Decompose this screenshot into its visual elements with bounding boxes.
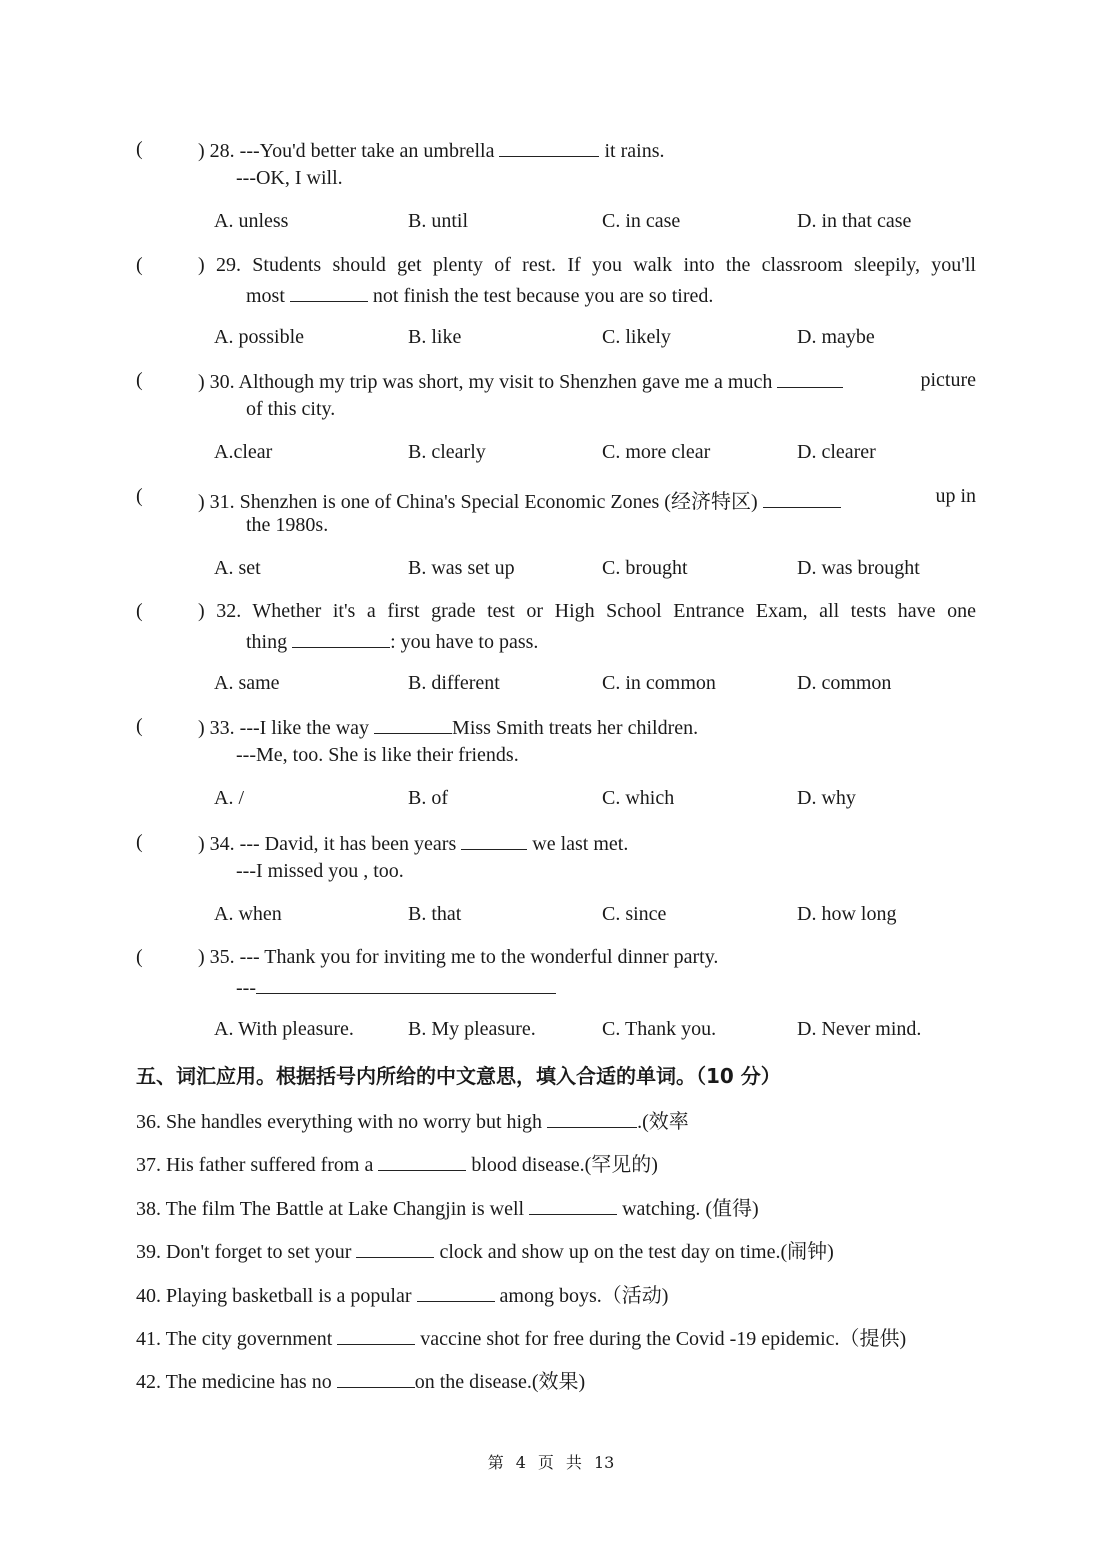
answer-paren-open: ( [136, 138, 143, 160]
option-b: B. that [408, 903, 462, 925]
option-d: D. Never mind. [797, 1018, 922, 1040]
option-c: C. in case [602, 210, 681, 232]
page-number: 4 [515, 1453, 526, 1472]
question-stem-line2: most not finish the test because you are so tired. [246, 285, 714, 307]
question-stem: ) 29. Students should get plenty of rest. If you walk into the classroom sleepily, you'll [198, 254, 976, 276]
total-pages: 13 [593, 1453, 615, 1472]
answer-blank[interactable] [292, 629, 390, 648]
page-unit: 页 [537, 1453, 554, 1472]
dialogue-reply: --- [236, 975, 556, 1000]
answer-paren-open: ( [136, 369, 143, 391]
dialogue-reply: ---OK, I will. [236, 167, 343, 189]
option-c: C. brought [602, 557, 688, 579]
answer-blank[interactable] [337, 1326, 415, 1345]
question-stem: ) 30. Although my trip was short, my visit to Shenzhen gave me a much picture [198, 369, 976, 393]
answer-blank[interactable] [777, 369, 843, 388]
option-d: D. how long [797, 903, 897, 925]
option-a: A. set [214, 557, 261, 579]
answer-blank[interactable] [547, 1109, 637, 1128]
question-stem: ) 32. Whether it's a first grade test or High School Entrance Exam, all tests have one [198, 600, 976, 622]
answer-blank[interactable] [417, 1283, 495, 1302]
option-d: D. clearer [797, 441, 876, 463]
vocab-item-42: 42. The medicine has no on the disease.(效果) [136, 1371, 586, 1393]
answer-paren-open: ( [136, 254, 143, 276]
answer-blank[interactable] [378, 1152, 466, 1171]
answer-blank[interactable] [499, 138, 599, 157]
option-d: D. maybe [797, 326, 875, 348]
option-a: A. unless [214, 210, 289, 232]
answer-blank[interactable] [356, 1239, 434, 1258]
vocab-item-41: 41. The city government vaccine shot for free during the Covid -19 epidemic.（提供) [136, 1328, 907, 1350]
option-a: A. With pleasure. [214, 1018, 354, 1040]
answer-blank[interactable] [529, 1196, 617, 1215]
option-d: D. common [797, 672, 892, 694]
option-b: B. clearly [408, 441, 486, 463]
option-b: B. like [408, 326, 462, 348]
option-a: A. same [214, 672, 280, 694]
vocab-item-36: 36. She handles everything with no worry but high .(效率 [136, 1111, 689, 1133]
option-a: A. / [214, 787, 244, 809]
answer-paren-open: ( [136, 946, 143, 968]
question-stem: ) 28. ---You'd better take an umbrella it rains. [198, 140, 665, 162]
question-stem-line2: thing : you have to pass. [246, 631, 539, 653]
option-b: B. was set up [408, 557, 515, 579]
question-stem-line2: of this city. [246, 398, 336, 420]
vocab-item-40: 40. Playing basketball is a popular among boys.（活动) [136, 1285, 669, 1307]
option-c: C. Thank you. [602, 1018, 717, 1040]
option-b: B. different [408, 672, 500, 694]
question-stem: ) 31. Shenzhen is one of China's Special Economic Zones (经济特区) up in [198, 485, 976, 513]
option-a: A. possible [214, 326, 304, 348]
total-label: 共 [565, 1453, 582, 1472]
option-d: D. was brought [797, 557, 920, 579]
question-stem: ) 34. --- David, it has been years we last met. [198, 833, 629, 855]
section-heading: 五、词汇应用。根据括号内所给的中文意思，填入合适的单词。（10 分） [136, 1064, 781, 1088]
answer-blank[interactable] [374, 715, 452, 734]
option-c: C. in common [602, 672, 716, 694]
option-c: C. since [602, 903, 667, 925]
answer-blank[interactable] [256, 975, 556, 994]
dialogue-reply: ---Me, too. She is like their friends. [236, 744, 519, 766]
option-b: B. of [408, 787, 448, 809]
vocab-item-39: 39. Don't forget to set your clock and show up on the test day on time.(闹钟) [136, 1241, 834, 1263]
option-c: C. which [602, 787, 675, 809]
answer-paren-open: ( [136, 715, 143, 737]
option-a: A.clear [214, 441, 273, 463]
question-stem: ) 35. --- Thank you for inviting me to the wonderful dinner party. [198, 946, 719, 968]
option-b: B. until [408, 210, 469, 232]
answer-blank[interactable] [763, 489, 841, 508]
answer-blank[interactable] [461, 831, 527, 850]
answer-paren-open: ( [136, 485, 143, 507]
answer-blank[interactable] [337, 1369, 415, 1388]
option-a: A. when [214, 903, 282, 925]
question-stem: ) 33. ---I like the way Miss Smith treats her children. [198, 717, 699, 739]
answer-paren-open: ( [136, 831, 143, 853]
option-b: B. My pleasure. [408, 1018, 536, 1040]
option-c: C. more clear [602, 441, 711, 463]
answer-blank[interactable] [290, 283, 368, 302]
option-c: C. likely [602, 326, 671, 348]
vocab-item-38: 38. The film The Battle at Lake Changjin is well watching. (值得) [136, 1198, 759, 1220]
dialogue-reply: ---I missed you , too. [236, 860, 404, 882]
page-footer [0, 1450, 1102, 1473]
question-stem-line2: the 1980s. [246, 514, 329, 536]
answer-paren-open: ( [136, 600, 143, 622]
option-d: D. in that case [797, 210, 912, 232]
vocab-item-37: 37. His father suffered from a blood disease.(罕见的) [136, 1154, 658, 1176]
option-d: D. why [797, 787, 856, 809]
page-label: 第 [487, 1453, 504, 1472]
